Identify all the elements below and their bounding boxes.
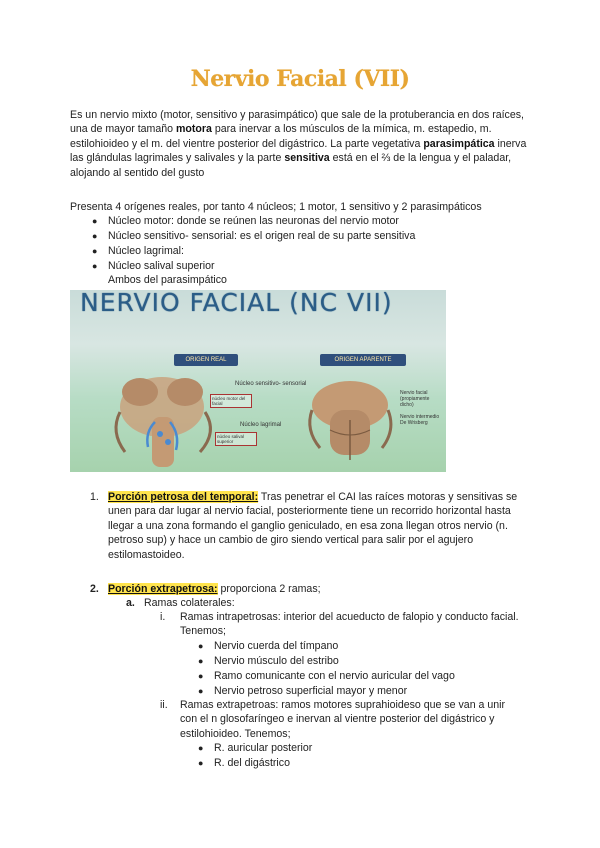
intrapetrosa-item: Ramo comunicante con el nervio auricular del vago xyxy=(214,670,455,682)
extrapetrosa-item: R. del digástrico xyxy=(214,757,290,769)
intro-bold-sensitiva: sensitiva xyxy=(284,152,330,165)
label-facial-nerve: Nervio facial (propiamente dicho) xyxy=(400,390,430,408)
brainstem-illustration-right xyxy=(300,370,400,470)
label-motor-nucleus: núcleo motor del facial xyxy=(210,394,252,408)
bullet-icon: ● xyxy=(198,743,204,753)
section-2-number: 2. xyxy=(90,583,99,595)
origin-item-text: Núcleo motor: donde se reúnen las neuronas del nervio motor xyxy=(108,215,399,227)
label-intermediate-nerve: Nervio intermedio De Wrisberg xyxy=(400,414,440,426)
section-2-text: proporciona 2 ramas; xyxy=(217,583,321,595)
bullet-icon: ● xyxy=(198,656,204,666)
origin-item-text: Núcleo lagrimal: xyxy=(108,245,184,257)
intro-text-2: para inervar a los músculos de la mímica, m. estapedio, m. estilohioideo y el m. del vientre posterior del digástrico. La parte vegetativa xyxy=(70,123,492,150)
bullet-icon: ● xyxy=(92,216,98,226)
subsection-i-marker: i. xyxy=(160,611,166,623)
subsection-a-marker: a. xyxy=(126,597,135,609)
intro-text-4: está en el ⅔ de la lengua y el paladar, alojando al sentido del gusto xyxy=(70,152,512,179)
subsection-ii-marker: ii. xyxy=(160,699,168,711)
page-title: Nervio Facial (VII) xyxy=(190,66,410,92)
section-2 xyxy=(108,582,321,596)
label-lacrimal-nucleus: Núcleo lagrimal xyxy=(240,422,282,428)
origins-lead: Presenta 4 orígenes reales, por tanto 4 núcleos; 1 motor, 1 sensitivo y 2 parasimpáticos xyxy=(70,201,482,213)
bullet-icon: ● xyxy=(92,246,98,256)
intrapetrosa-item: Nervio músculo del estribo xyxy=(214,655,339,667)
origin-item-text: Núcleo sensitivo- sensorial: es el origen real de su parte sensitiva xyxy=(108,230,416,242)
section-2-title: Porción extrapetrosa: xyxy=(108,583,218,595)
origin-apparent-badge: ORIGEN APARENTE xyxy=(320,354,406,366)
intro-bold-parasimpatica: parasimpática xyxy=(423,137,495,150)
label-salival-nucleus: núcleo salival superior xyxy=(215,432,257,446)
bullet-icon: ● xyxy=(198,671,204,681)
brainstem-illustration-left xyxy=(100,362,230,472)
origin-real-badge: ORIGEN REAL xyxy=(174,354,238,366)
origins-note: Ambos del parasimpático xyxy=(108,274,227,286)
slide-image xyxy=(70,290,446,472)
intrapetrosa-item: Nervio cuerda del tímpano xyxy=(214,640,339,652)
bullet-icon: ● xyxy=(92,261,98,271)
intro-text-3: inerva las glándulas lagrimales y salivales y la parte xyxy=(70,137,527,165)
section-1-number: 1. xyxy=(90,491,99,503)
intro-paragraph xyxy=(70,108,530,180)
label-sensory-nucleus: Núcleo sensitivo- sensorial xyxy=(235,381,307,387)
subsection-a-text: Ramas colaterales: xyxy=(144,597,235,609)
subsection-i-text: Ramas intrapetrosas: interior del acueducto de falopio y conducto facial. Tenemos; xyxy=(180,611,519,638)
slide-title: NERVIO FACIAL (NC VII) xyxy=(80,290,393,317)
bullet-icon: ● xyxy=(198,686,204,696)
bullet-icon: ● xyxy=(198,758,204,768)
section-1 xyxy=(108,490,528,562)
extrapetrosa-item: R. auricular posterior xyxy=(214,742,313,754)
subsection-ii-text: Ramas extrapetroas: ramos motores suprahioideso que se van a unir con el n glosofaríngeo e inervan al vientre posterior del digástrico y estilohioideo. Tenemos; xyxy=(180,699,506,740)
origin-item-text: Núcleo salival superior xyxy=(108,260,215,272)
bullet-icon: ● xyxy=(92,231,98,241)
intro-text-1: Es un nervio mixto (motor, sensitivo y parasimpático) que sale de la protuberancia en dos raíces, una de mayor tamaño xyxy=(70,109,524,136)
intro-bold-motora: motora xyxy=(176,123,212,136)
intrapetrosa-item: Nervio petroso superficial mayor y menor xyxy=(214,685,408,697)
bullet-icon: ● xyxy=(198,641,204,651)
section-1-title: Porción petrosa del temporal: xyxy=(108,491,259,503)
section-1-text: Tras penetrar el CAI las raíces motoras y sensitivas se unen para dar lugar al nervio facial, posteriormente tiene un recorrido horizontal hasta llegar a una zona formando el ganglio geniculado, en esa zona llegan otros nervio (n. petroso sup) y hace un cambio de giro siendo vertical para salir por el agujero estilomastoideo. xyxy=(108,491,518,561)
